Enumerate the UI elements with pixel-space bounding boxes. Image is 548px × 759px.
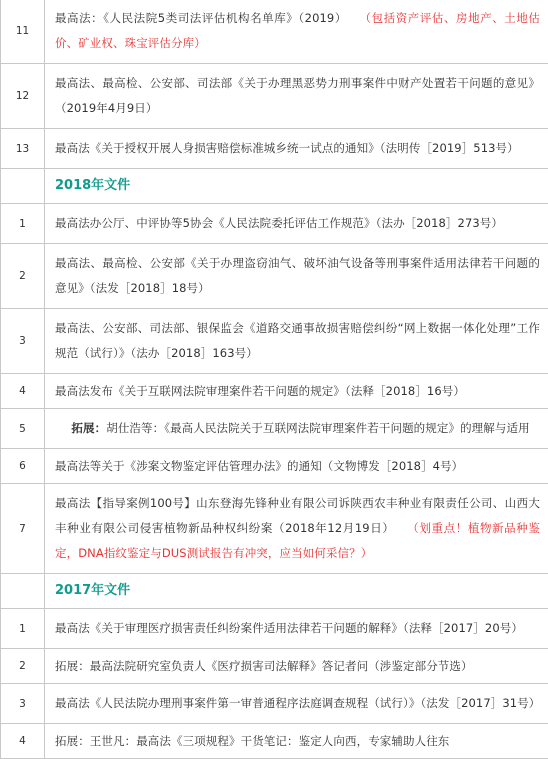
year-section-header (1, 574, 548, 609)
document-entry[interactable] (45, 204, 548, 244)
row-number: 11 (1, 0, 45, 64)
document-title-text: 最高法、公安部、司法部、银保监会《道路交通事故损害赔偿纠纷“网上数据一体化处理”工作规范（试行）》（法办［2018］163号） (55, 321, 540, 360)
row-number: 4 (1, 374, 45, 409)
document-row (1, 374, 548, 409)
document-title-text: 最高法《关于审理医疗损害责任纠纷案件适用法律若干问题的解释》（法释［2017］20号） (55, 621, 523, 635)
document-title-text: 最高法【指导案例100号】山东登海先锋种业有限公司诉陕西农丰种业有限责任公司、山西大丰种业有限公司侵害植物新品种权纠纷案（2018年12月19日） (55, 496, 540, 535)
row-number: 2 (1, 244, 45, 309)
document-title-text: 最高法、最高检、公安部《关于办理盗窃油气、破坏油气设备等刑事案件适用法律若干问题的意见》（法发［2018］18号） (55, 256, 540, 295)
document-title-text: 最高法《人民法院办理刑事案件第一审普通程序法庭调查规程（试行）》（法发［2017］31号） (55, 696, 540, 710)
row-number: 2 (1, 649, 45, 684)
document-entry[interactable] (45, 374, 548, 409)
document-row (1, 724, 548, 759)
document-row (1, 409, 548, 449)
document-entry[interactable] (45, 0, 548, 64)
row-number: 1 (1, 609, 45, 649)
document-title-text: 胡仕浩等：《最高人民法院关于互联网法院审理案件若干问题的规定》的理解与适用 (106, 421, 529, 435)
document-title-text: 最高法、最高检、公安部、司法部《关于办理黑恶势力刑事案件中财产处置若干问题的意见》（2019年4月9日） (55, 76, 540, 115)
document-row (1, 449, 548, 484)
row-number: 6 (1, 449, 45, 484)
row-number: 12 (1, 64, 45, 129)
row-number: 3 (1, 309, 45, 374)
row-number: 3 (1, 684, 45, 724)
document-row (1, 684, 548, 724)
year-header-empty-cell (1, 574, 45, 609)
row-number: 7 (1, 484, 45, 574)
document-row (1, 64, 548, 129)
year-header-empty-cell (1, 169, 45, 204)
document-entry[interactable] (45, 649, 548, 684)
document-title-text: 最高法办公厅、中评协等5协会《人民法院委托评估工作规范》（法办［2018］273号） (55, 216, 503, 230)
document-entry[interactable] (45, 684, 548, 724)
extension-label: 拓展： (55, 421, 106, 435)
row-number: 5 (1, 409, 45, 449)
highlight-note: （划重点！植物新品种鉴定，DNA指纹鉴定与DUS测试报告有冲突，应当如何采信？） (55, 521, 540, 560)
document-table-body (1, 0, 548, 759)
document-entry[interactable] (45, 484, 548, 574)
document-entry[interactable] (45, 449, 548, 484)
document-title-text: 拓展：最高法院研究室负责人《医疗损害司法解释》答记者问（涉鉴定部分节选） (55, 659, 473, 673)
document-row (1, 204, 548, 244)
highlight-note: （包括资产评估、房地产、土地估价、矿业权、珠宝评估分库） (55, 11, 540, 50)
document-row (1, 309, 548, 374)
document-row (1, 484, 548, 574)
document-entry[interactable] (45, 309, 548, 374)
document-title-text: 最高法《关于授权开展人身损害赔偿标准城乡统一试点的通知》（法明传［2019］513号） (55, 141, 519, 155)
year-section-title: 2017年文件 (45, 574, 548, 609)
year-section-header (1, 169, 548, 204)
document-entry[interactable] (45, 244, 548, 309)
document-row (1, 609, 548, 649)
document-row (1, 649, 548, 684)
row-number: 13 (1, 129, 45, 169)
document-title-text: 最高法发布《关于互联网法院审理案件若干问题的规定》（法释［2018］16号） (55, 384, 465, 398)
document-entry[interactable] (45, 609, 548, 649)
document-row (1, 244, 548, 309)
document-title-text: 拓展：王世凡：最高法《三项规程》干货笔记：鉴定人向西，专家辅助人往东 (55, 734, 449, 748)
document-title-text: 最高法：《人民法院5类司法评估机构名单库》（2019） (55, 11, 360, 25)
document-row (1, 129, 548, 169)
document-row (1, 0, 548, 64)
row-number: 4 (1, 724, 45, 759)
document-entry[interactable] (45, 409, 548, 449)
document-entry[interactable] (45, 129, 548, 169)
year-section-title: 2018年文件 (45, 169, 548, 204)
row-number: 1 (1, 204, 45, 244)
document-title-text: 最高法等关于《涉案文物鉴定评估管理办法》的通知（文物博发［2018］4号） (55, 459, 463, 473)
document-entry[interactable] (45, 64, 548, 129)
document-entry[interactable] (45, 724, 548, 759)
